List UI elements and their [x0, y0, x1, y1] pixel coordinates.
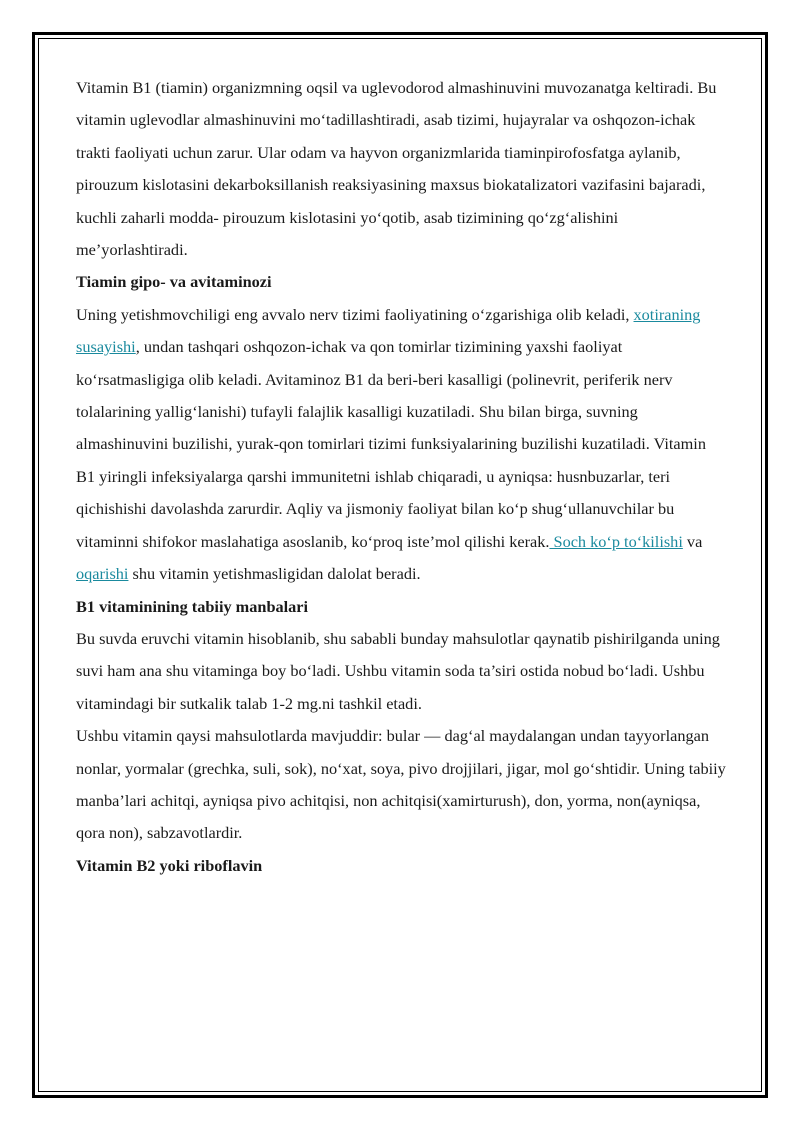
section-heading-deficiency: Tiamin gipo- va avitaminozi	[76, 272, 272, 292]
deficiency-text-3: va	[682, 531, 703, 551]
deficiency-text-1: Uning yetishmovchiligi eng avvalo nerv tizimi faoliyatining o‘zgarishiga olib keladi,	[76, 304, 634, 324]
deficiency-text-4: shu vitamin yetishmasligidan dalolat beradi.	[128, 564, 421, 584]
link-hair-loss[interactable]: Soch ko‘p to‘kilishi	[549, 531, 683, 551]
link-graying[interactable]: oqarishi	[76, 564, 129, 584]
link-memory-decline[interactable]: xotiraning susayishi	[76, 304, 701, 357]
document-body	[76, 72, 728, 882]
products-paragraph: Ushbu vitamin qaysi mahsulotlarda mavjuddir: bular — dag‘al maydalangan undan tayyorlangan nonlar, yormalar (grechka, suli, sok), no‘xat, soya, pivo drojjilari, jigar, mol go‘shtidir. Uning tabiiy manba’lari achitqi, ayniqsa pivo achitqisi, non achitqisi(xamirturush), don, yorma, non(ayniqsa, qora non), sabzavotlardir.	[76, 726, 726, 843]
section-heading-b2: Vitamin B2 yoki riboflavin	[76, 855, 263, 875]
deficiency-paragraph	[76, 299, 728, 591]
intro-paragraph: Vitamin B1 (tiamin) organizmning oqsil va uglevodorod almashinuvini muvozanatga keltiradi. Bu vitamin uglevodlar almashinuvini mo‘tadillashtiradi, asab tizimi, hujayralar va oshqozon-ichak trakti faoliyati uchun zarur. Ular odam va hayvon organizmlarida tiaminpirofosfatga aylanib, pirouzum kislotasini dekarboksillanish reaksiyasining maxsus biokatalizatori vazifasini bajaradi, kuchli zaharli modda- pirouzum kislotasini yo‘qotib, asab tizimining qo‘zg‘alishini me’yorlashtiradi.	[76, 78, 717, 260]
sources-paragraph: Bu suvda eruvchi vitamin hisoblanib, shu sababli bunday mahsulotlar qaynatib pishirilganda uning suvi ham ana shu vitaminga boy bo‘ladi. Ushbu vitamin soda ta’siri ostida nobud bo‘ladi. Ushbu vitamindagi bir sutkalik talab 1-2 mg.ni tashkil etadi.	[76, 628, 720, 713]
section-heading-sources: B1 vitaminining tabiiy manbalari	[76, 596, 309, 616]
deficiency-text-2: , undan tashqari oshqozon-ichak va qon tomirlar tizimining yaxshi faoliyat ko‘rsatmasligiga olib keladi. Avitaminoz B1 da beri-beri kasalligi (polinevrit, periferik nerv tolalarining yallig‘lanishi) tufayli falajlik kasalligi kuzatiladi. Shu bilan birga, suvning almashinuvini buzilishi, yurak-qon tomirlari tizimi funksiyalarining buzilishi kuzatiladi. Vitamin B1 yiringli infeksiyalarga qarshi immunitetni ishlab chiqaradi, u ayniqsa: husnbuzarlar, teri qichishishi davolashda zarurdir. Aqliy va jismoniy faoliyat bilan ko‘p shug‘ullanuvchilar bu vitaminni shifokor maslahatiga asoslanib, ko‘proq iste’mol qilishi kerak.	[76, 337, 706, 551]
